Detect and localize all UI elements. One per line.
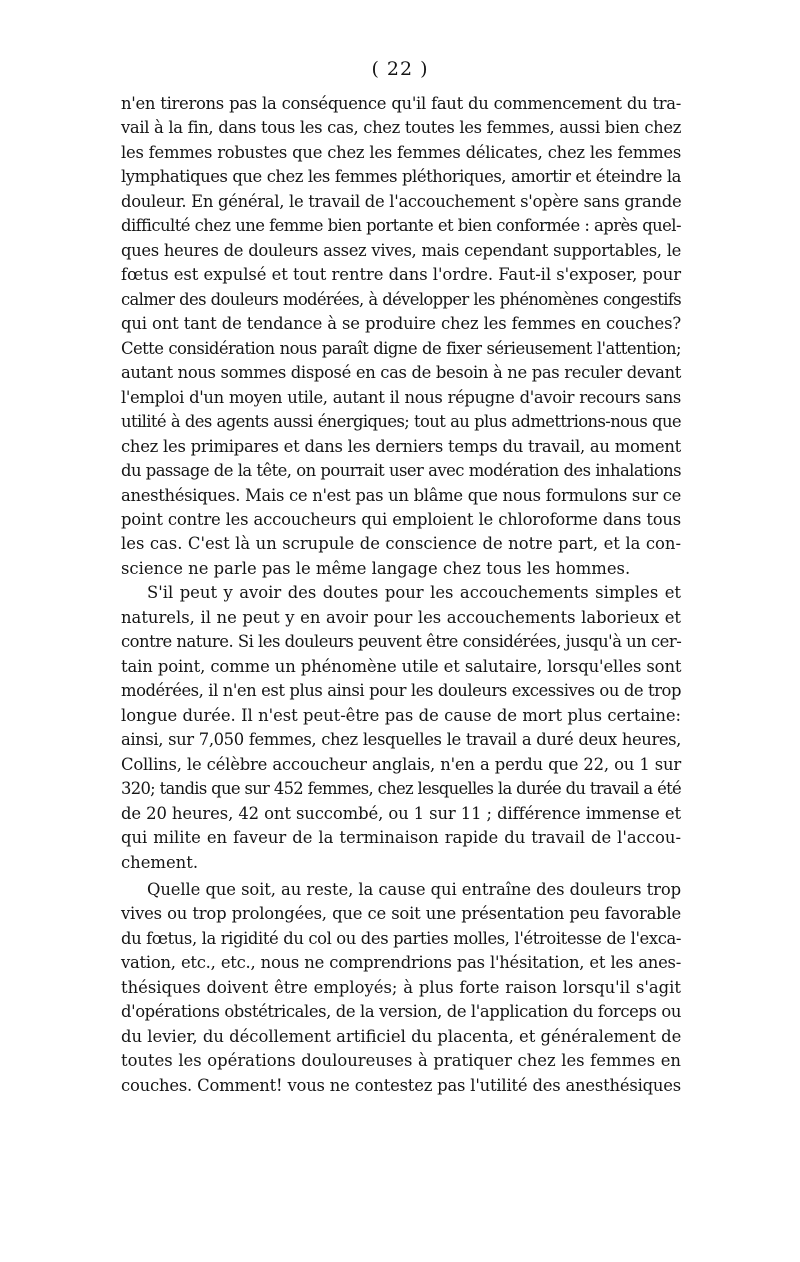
text-line: thésiques doivent être employés; à plus forte raison lorsqu'il s'agit: [121, 977, 681, 997]
text-line: d'opérations obstétricales, de la version, de l'application du forceps ou: [121, 1002, 681, 1022]
text-line: tain point, comme un phénomène utile et salutaire, lorsqu'elles sont: [121, 656, 682, 676]
text-line: l'emploi d'un moyen utile, autant il nous répugne d'avoir recours sans: [121, 387, 681, 407]
text-line: chez les primipares et dans les derniers temps du travail, au moment: [121, 436, 681, 456]
text-line: 320; tandis que sur 452 femmes, chez lesquelles la durée du travail a été: [121, 779, 681, 799]
text-line: calmer des douleurs modérées, à développer les phénomènes congestifs: [121, 289, 681, 309]
text-line: contre nature. Si les douleurs peuvent être considérées, jusqu'à un cer-: [121, 632, 682, 652]
text-line: Cette considération nous paraît digne de fixer sérieusement l'attention;: [121, 338, 681, 358]
text-line: Collins, le célèbre accoucheur anglais, n'en a perdu que 22, ou 1 sur: [121, 754, 681, 774]
paragraph-start-line: S'il peut y avoir des doutes pour les accouchements simples et: [147, 583, 681, 603]
text-line: ainsi, sur 7,050 femmes, chez lesquelles le travail a duré deux heures,: [121, 730, 681, 750]
text-line: les cas. C'est là un scrupule de conscience de notre part, et la con-: [121, 534, 681, 554]
paragraph-end-line: chement.: [121, 852, 199, 872]
text-line: lymphatiques que chez les femmes pléthoriques, amortir et éteindre la: [121, 167, 681, 187]
text-line: douleur. En général, le travail de l'accouchement s'opère sans grande: [121, 191, 682, 211]
text-line: les femmes robustes que chez les femmes délicates, chez les femmes: [121, 142, 681, 162]
body-text: [121, 92, 681, 1098]
text-line: de 20 heures, 42 ont succombé, ou 1 sur 11 ; différence immense et: [121, 803, 681, 823]
text-line: fœtus est expulsé et tout rentre dans l'ordre. Faut-il s'exposer, pour: [121, 265, 682, 285]
text-line: utilité à des agents aussi énergiques; tout au plus admettrions-nous que: [121, 412, 681, 432]
text-line: autant nous sommes disposé en cas de besoin à ne pas reculer devant: [121, 363, 681, 383]
text-line: modérées, il n'en est plus ainsi pour les douleurs excessives ou de trop: [121, 681, 681, 701]
text-line: anesthésiques. Mais ce n'est pas un blâme que nous formulons sur ce: [121, 485, 681, 505]
text-line: ques heures de douleurs assez vives, mais cependant supportables, le: [121, 240, 681, 260]
text-line: longue durée. Il n'est peut-être pas de cause de mort plus certaine:: [121, 705, 681, 725]
text-line: toutes les opérations douloureuses à pratiquer chez les femmes en: [121, 1051, 681, 1071]
text-line: du levier, du décollement artificiel du placenta, et généralement de: [121, 1026, 682, 1046]
text-line: qui ont tant de tendance à se produire chez les femmes en couches?: [121, 314, 681, 334]
paragraph-end-line: science ne parle pas le même langage chez tous les hommes.: [121, 558, 631, 578]
text-line: n'en tirerons pas la conséquence qu'il faut du commencement du tra-: [121, 94, 681, 113]
page-number: ( 22 ): [371, 58, 429, 80]
text-line: vives ou trop prolongées, que ce soit une présentation peu favorable: [121, 904, 681, 924]
text-line: qui milite en faveur de la terminaison rapide du travail de l'accou-: [121, 828, 681, 848]
text-line: point contre les accoucheurs qui emploient le chloroforme dans tous: [121, 509, 681, 529]
text-line: couches. Comment! vous ne contestez pas l'utilité des anesthésiques: [121, 1075, 681, 1095]
text-line: du passage de la tête, on pourrait user avec modération des inhalations: [121, 461, 681, 481]
text-line: vail à la fin, dans tous les cas, chez toutes les femmes, aussi bien chez: [121, 118, 681, 138]
text-line: naturels, il ne peut y en avoir pour les accouchements laborieux et: [121, 607, 681, 627]
text-line: vation, etc., etc., nous ne comprendrions pas l'hésitation, et les anes-: [121, 953, 681, 973]
text-line: difficulté chez une femme bien portante et bien conformée : après quel-: [121, 216, 681, 236]
paragraph-start-line: Quelle que soit, au reste, la cause qui entraîne des douleurs trop: [147, 880, 681, 899]
text-line: du fœtus, la rigidité du col ou des parties molles, l'étroitesse de l'exca-: [121, 928, 681, 948]
